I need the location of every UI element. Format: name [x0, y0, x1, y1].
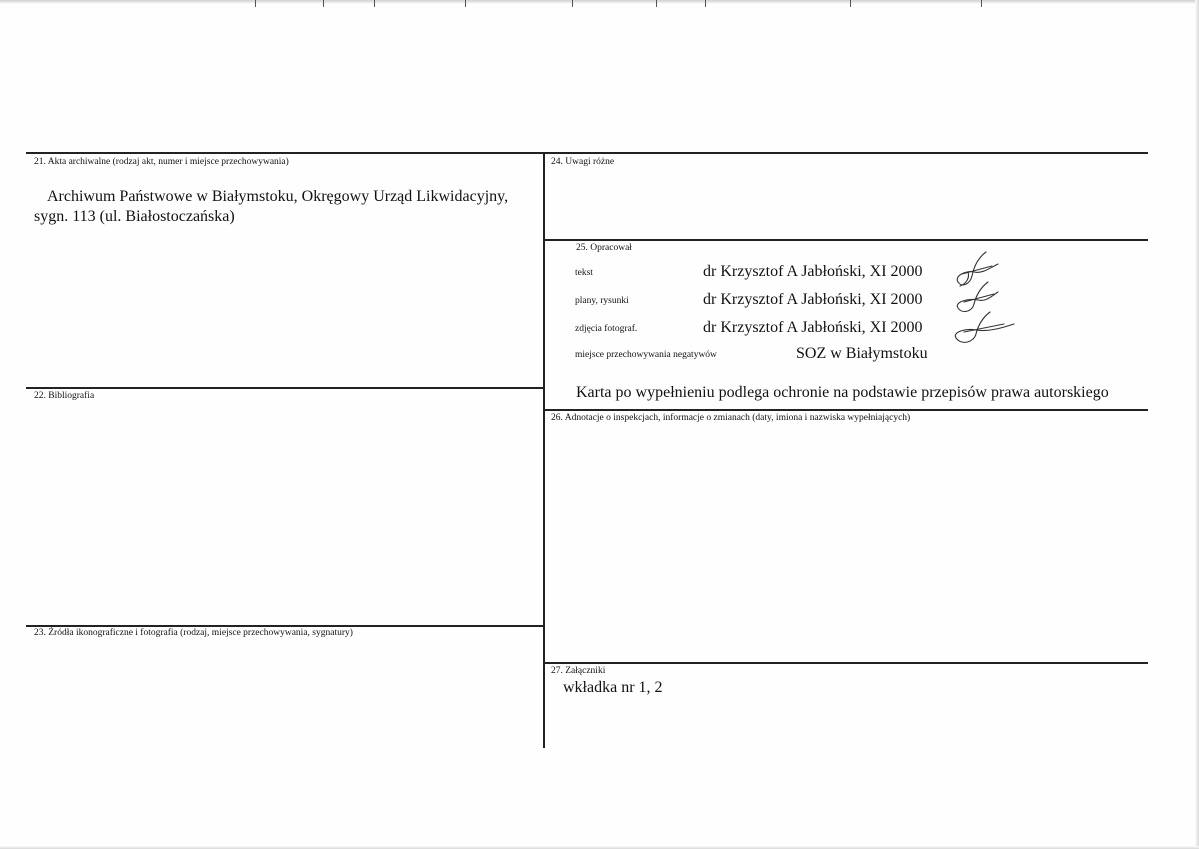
edge-tick — [656, 0, 657, 7]
section-23-label: 23. Źródła ikonograficzne i fotografia (rodzaj, miejsce przechowywania, sygnatury) — [34, 628, 353, 638]
negatives-location-value: SOZ w Białymstoku — [796, 345, 928, 362]
author-row-label-photos: zdjęcia fotograf. — [575, 324, 638, 334]
edge-tick — [705, 0, 706, 7]
section-21-label: 21. Akta archiwalne (rodzaj akt, numer i miejsce przechowywania) — [34, 157, 289, 167]
section-22-label: 22. Bibliografia — [34, 391, 95, 401]
author-row-value-photos: dr Krzysztof A Jabłoński, XI 2000 — [703, 319, 923, 336]
edge-tick — [850, 0, 851, 7]
divider-25-26 — [545, 409, 1148, 411]
edge-tick — [572, 0, 573, 7]
divider-26-27 — [545, 662, 1148, 664]
section-27-label: 27. Załączniki — [551, 666, 606, 676]
author-row-value-text: dr Krzysztof A Jabłoński, XI 2000 — [703, 263, 923, 280]
attachments-value: wkładka nr 1, 2 — [563, 679, 663, 696]
archive-entry-line2: sygn. 113 (ul. Białostoczańska) — [34, 208, 235, 225]
edge-tick — [255, 0, 256, 7]
edge-tick — [981, 0, 982, 7]
divider-24-25 — [545, 239, 1148, 241]
paper-edge-right — [1195, 0, 1199, 849]
author-row-label-text: tekst — [575, 268, 593, 278]
edge-tick — [323, 0, 324, 7]
negatives-location-label: miejsce przechowywania negatywów — [575, 350, 717, 360]
edge-tick — [465, 0, 466, 7]
copyright-notice: Karta po wypełnieniu podlega ochronie na podstawie przepisów prawa autorskiego — [576, 384, 1109, 401]
form-top-line — [26, 152, 1148, 154]
author-row-value-plans: dr Krzysztof A Jabłoński, XI 2000 — [703, 291, 923, 308]
edge-tick — [374, 0, 375, 7]
section-24-label: 24. Uwagi różne — [551, 157, 615, 167]
author-row-label-plans: plany, rysunki — [575, 296, 629, 306]
section-26-label: 26. Adnotacje o inspekcjach, informacje o zmianach (daty, imiona i nazwiska wypełniających) — [551, 413, 911, 423]
archive-entry-line1: Archiwum Państwowe w Białymstoku, Okręgowy Urząd Likwidacyjny, — [47, 188, 509, 205]
signature-initials — [948, 248, 1018, 348]
section-25-label: 25. Opracował — [576, 243, 632, 253]
paper-edge-top — [0, 0, 1199, 4]
divider-22-23 — [26, 625, 545, 627]
form-column-divider — [543, 152, 545, 748]
divider-21-22 — [26, 387, 545, 389]
